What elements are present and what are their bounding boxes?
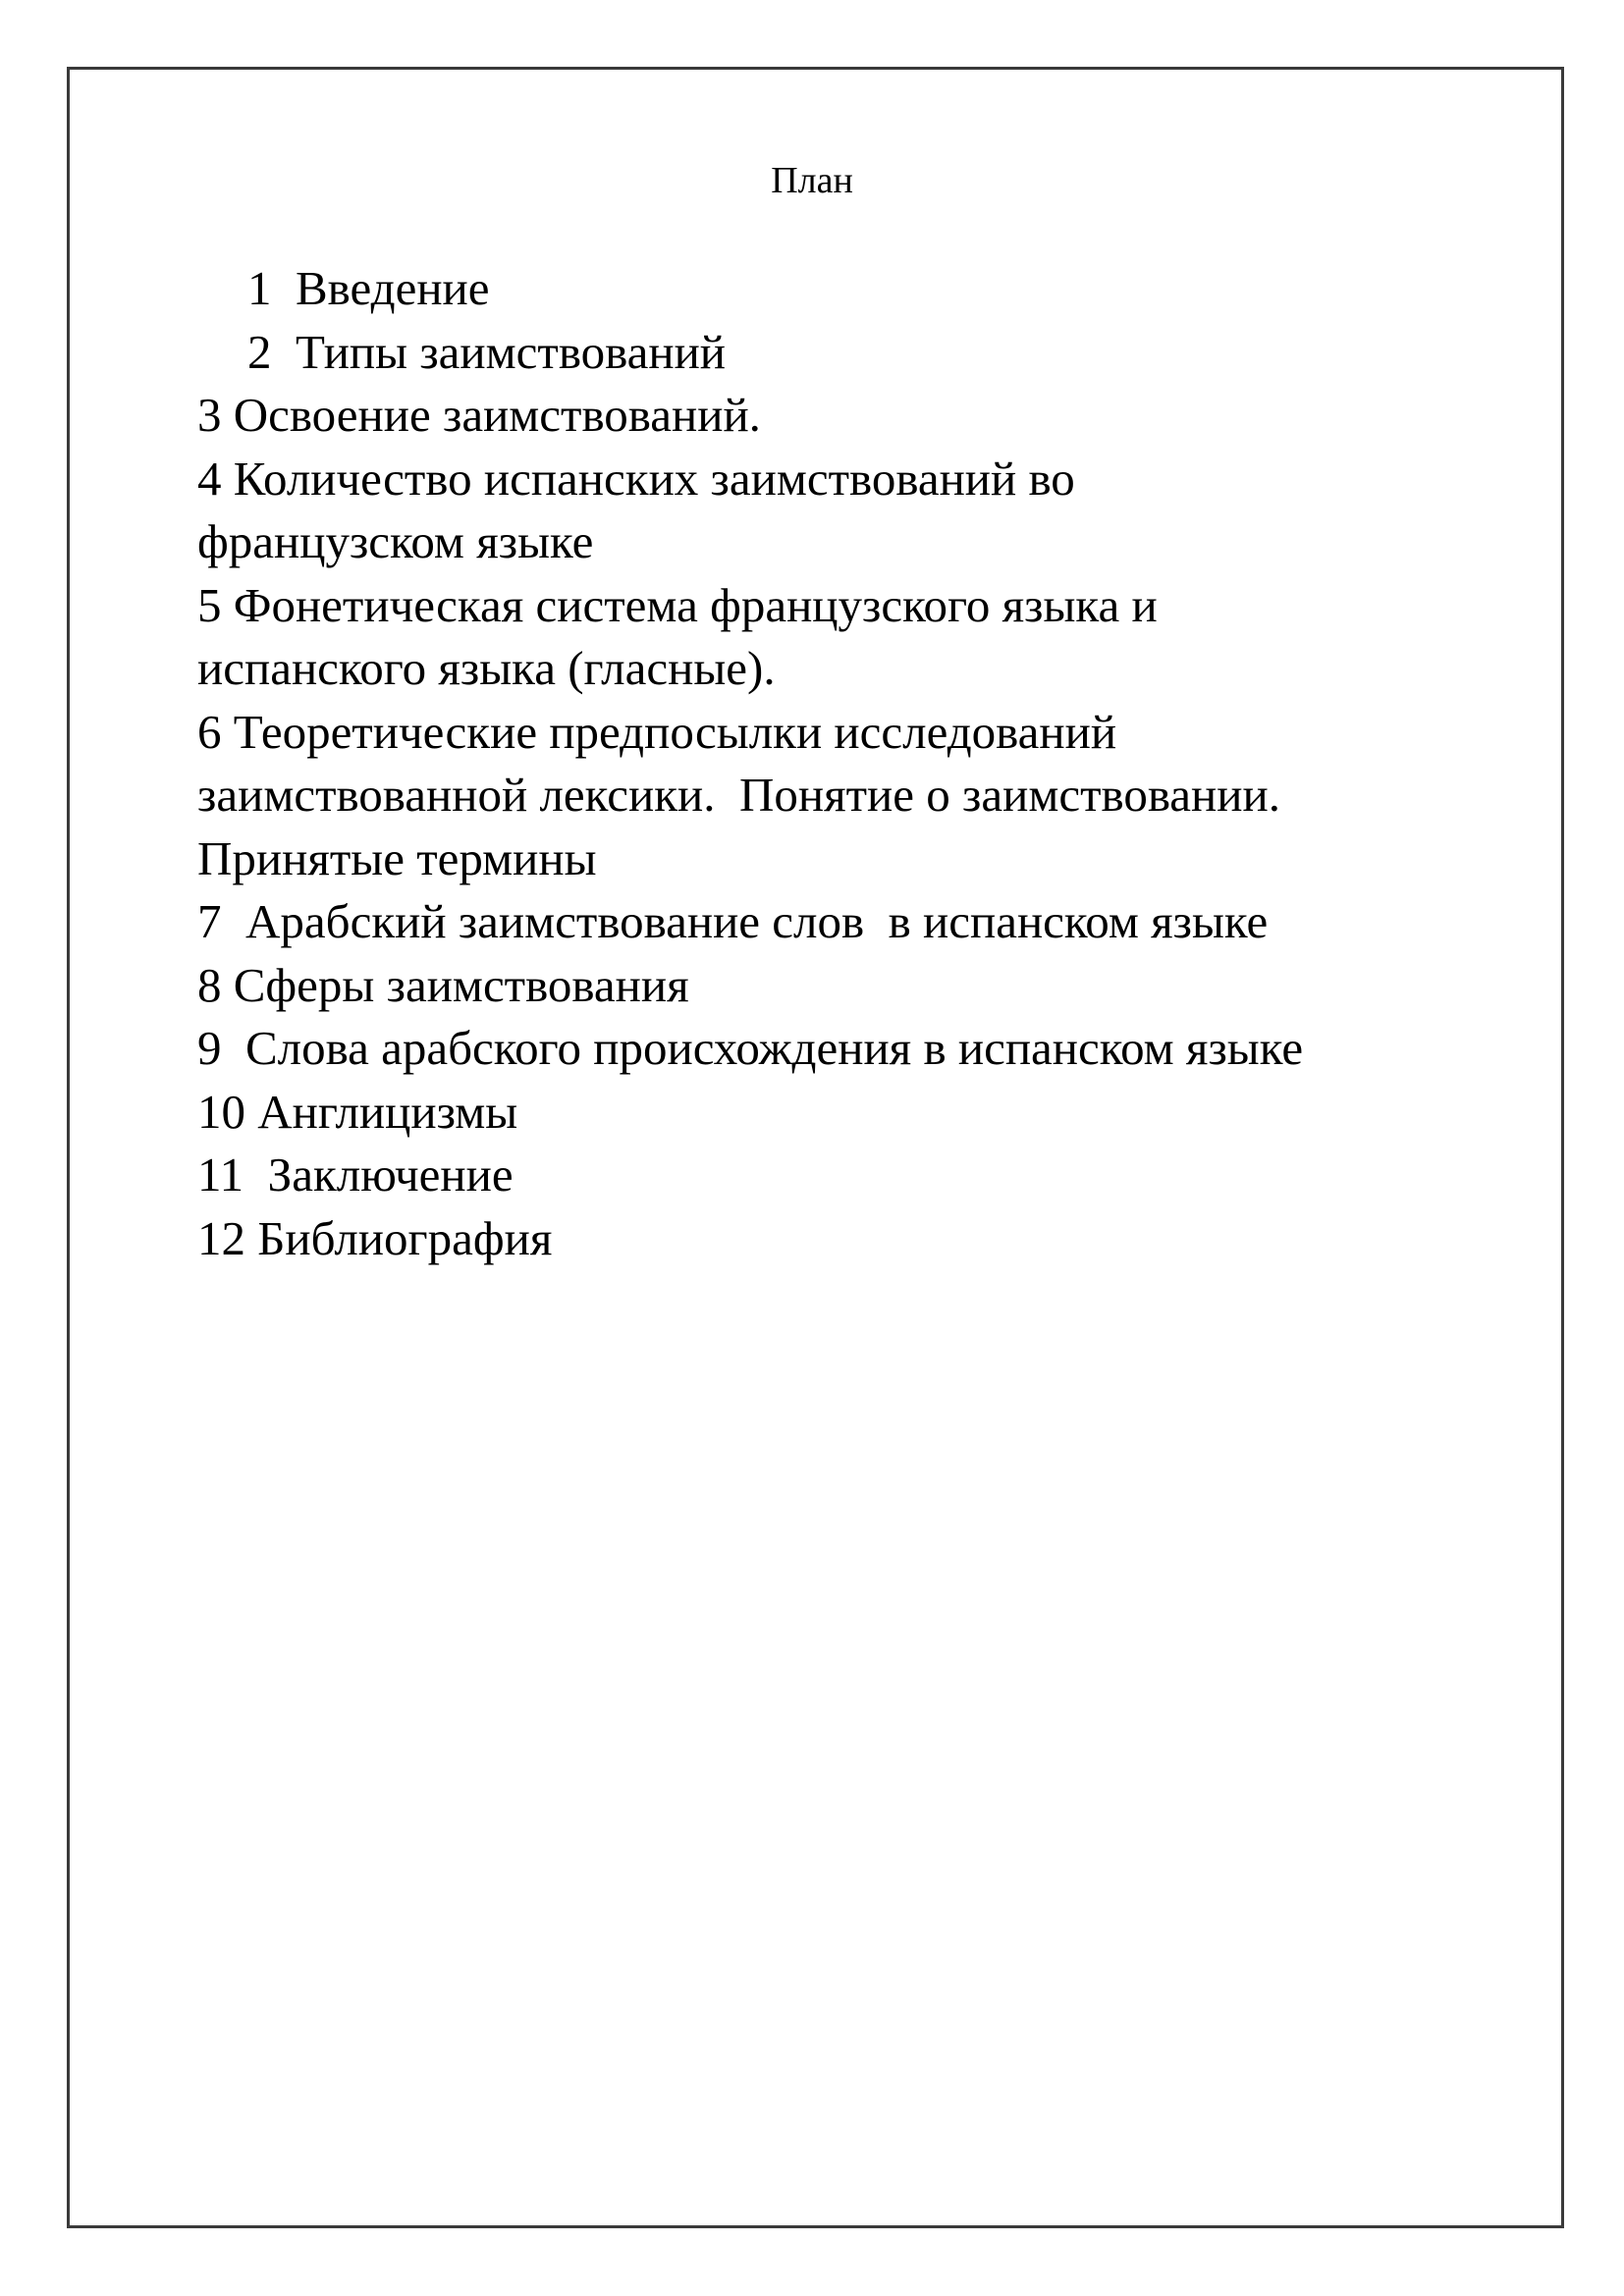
plan-item: 5 Фонетическая система французского языка и [197, 577, 1158, 632]
plan-item: 1 Введение [247, 261, 490, 315]
plan-list [197, 257, 1533, 1270]
plan-item: 4 Количество испанских заимствований во [197, 451, 1075, 506]
plan-item-continuation: заимствованной лексики. Понятие о заимствовании. [197, 768, 1280, 822]
plan-item: 11 Заключение [197, 1148, 514, 1201]
plan-item-continuation: Принятые термины [197, 830, 597, 885]
plan-item-continuation: французском языке [197, 514, 594, 568]
plan-item: 10 Англицизмы [197, 1084, 518, 1139]
plan-item: 12 Библиография [197, 1210, 553, 1265]
plan-item: 3 Освоение заимствований. [197, 388, 761, 442]
plan-item-continuation: испанского языка (гласные). [197, 641, 776, 695]
plan-item: 6 Теоретические предпосылки исследований [197, 704, 1117, 759]
page-title: План [771, 160, 853, 201]
plan-item: 2 Типы заимствований [247, 324, 727, 379]
plan-item: 9 Слова арабского происхождения в испанском языке [197, 1021, 1304, 1075]
plan-item: 8 Сферы заимствования [197, 957, 689, 1012]
plan-item: 7 Арабский заимствование слов в испанском языке [197, 894, 1269, 948]
